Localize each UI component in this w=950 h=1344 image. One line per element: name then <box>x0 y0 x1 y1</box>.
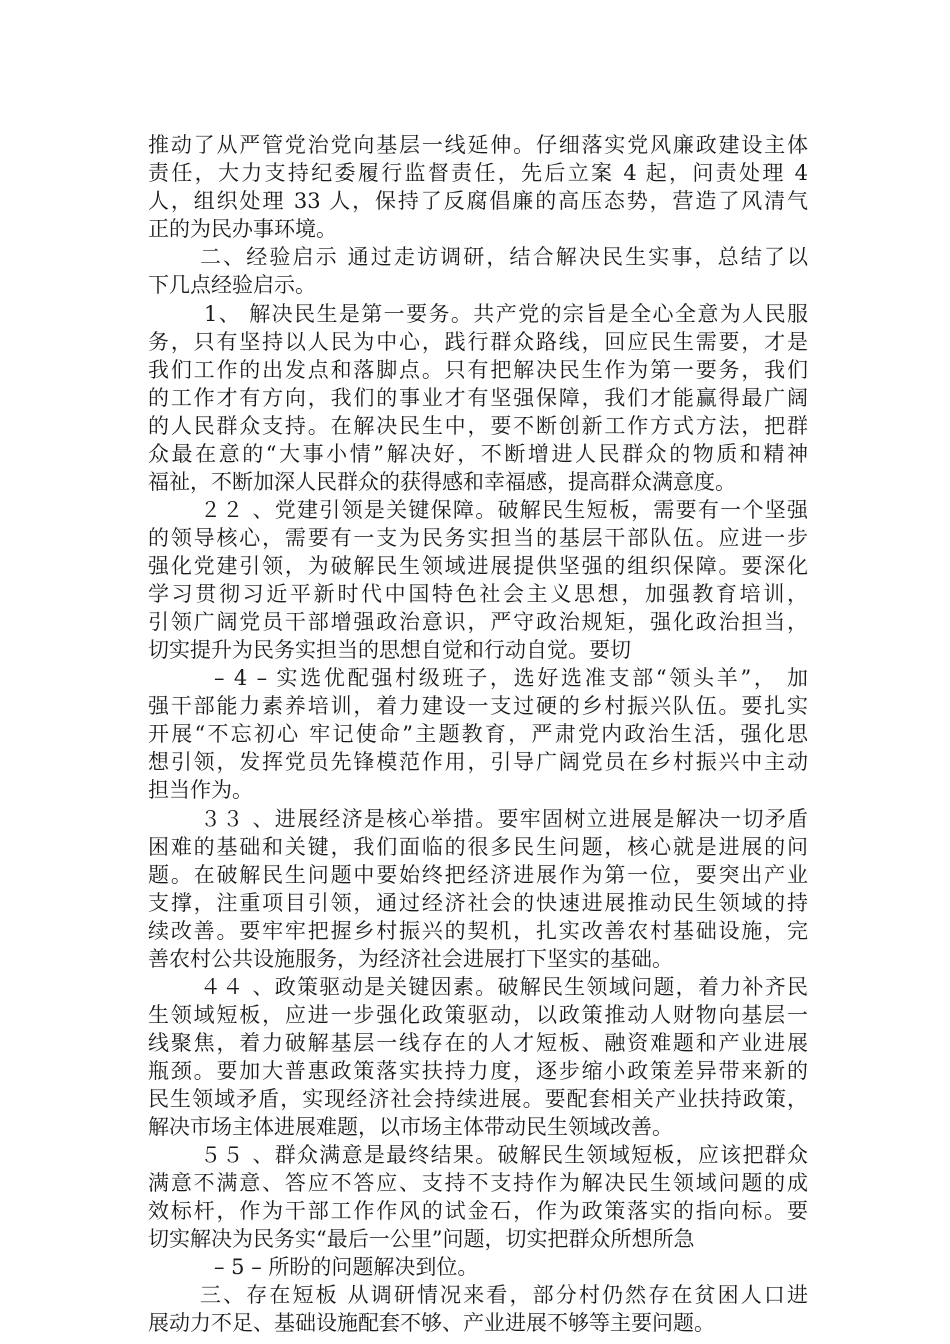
text-line: 人，组织处理 33 人，保持了反腐倡廉的高压态势，营造了风清气 <box>148 189 808 213</box>
text-line: 责任，大力支持纪委履行监督责任，先后立案 4 起，问责处理 4 <box>148 161 808 185</box>
paragraph-heading: 1、 解决民生是第一要务。共产党的宗旨是全心全意为人民服 <box>204 302 808 326</box>
text-line: 务，只有坚持以人民为中心，践行群众路线，回应民生需要，才是 <box>148 330 808 354</box>
text-line: 支撑，注重项目引领，通过经济社会的快速进展推动民生领域的持 <box>148 891 808 915</box>
text-line: 强干部能力素养培训，着力建设一支过硬的乡村振兴队伍。要扎实 <box>148 694 808 718</box>
text-line: 续改善。要牢牢把握乡村振兴的契机，扎实改善农村基础设施，完 <box>148 919 808 943</box>
text-line: 学习贯彻习近平新时代中国特色社会主义思想，加强教育培训， <box>148 582 808 606</box>
text-line: 线聚焦，着力破解基层一线存在的人才短板、融资难题和产业进展 <box>148 1031 808 1055</box>
text-line: 推动了从严管党治党向基层一线延伸。仔细落实党风廉政建设主体 <box>148 133 808 157</box>
text-line: 困难的基础和关键，我们面临的很多民生问题，核心就是进展的问 <box>148 835 808 859</box>
text-line: 生领域短板，应进一步强化政策驱动，以政策推动人财物向基层一 <box>148 1003 808 1027</box>
paragraph-heading: ５５ 、群众满意是最终结果。破解民生领域短板，应该把群众 <box>200 1143 808 1167</box>
text-line: 题。在破解民生问题中要始终把经济进展作为第一位，要突出产业 <box>148 863 808 887</box>
text-line: 善农村公共设施服务，为经济社会进展打下坚实的基础。 <box>148 947 673 971</box>
text-line: 福祉，不断加深人民群众的获得感和幸福感，提高群众满意度。 <box>148 470 736 494</box>
text-line: 开展“不忘初心 牢记使命”主题教育，严肃党内政治生活，强化思 <box>148 722 808 746</box>
text-line: 正的为民办事环境。 <box>148 217 337 241</box>
text-line: 强化党建引领，为破解民生领域进展提供坚强的组织保障。要深化 <box>148 554 808 578</box>
text-line: 切实解决为民务实“最后一公里”问题，切实把群众所想所急 <box>148 1227 695 1251</box>
section-heading: 三、存在短板 从调研情况来看，部分村仍然存在贫困人口进 <box>200 1283 808 1307</box>
text-line: 满意不满意、答应不答应、支持不支持作为解决民生领域问题的成 <box>148 1171 808 1195</box>
text-line: 瓶颈。要加大普惠政策落实扶持力度，逐步缩小政策差异带来新的 <box>148 1059 808 1083</box>
text-line: 民生领域矛盾，实现经济社会持续进展。要配套相关产业扶持政策， <box>148 1087 808 1111</box>
text-line: 的领导核心，需要有一支为民务实担当的基层干部队伍。应进一步 <box>148 526 808 550</box>
text-line: 引领广阔党员干部增强政治意识，严守政治规矩，强化政治担当， <box>148 610 808 634</box>
paragraph-heading: ３３ 、进展经济是核心举措。要牢固树立进展是解决一切矛盾 <box>200 807 808 831</box>
text-line: 切实提升为民务实担当的思想自觉和行动自觉。要切 <box>148 638 631 662</box>
paragraph-heading: ４４ 、政策驱动是关键因素。破解民生领域问题，着力补齐民 <box>200 975 808 999</box>
text-line: 效标杆，作为干部工作作风的试金石，作为政策落实的指向标。要 <box>148 1199 808 1223</box>
page-break-line: – 5 – 所盼的问题解决到位。 <box>214 1255 479 1279</box>
text-line: 的工作才有方向，我们的事业才有坚强保障，我们才能赢得最广阔 <box>148 386 808 410</box>
text-line: 想引领，发挥党员先锋模范作用，引导广阔党员在乡村振兴中主动 <box>148 750 808 774</box>
paragraph-heading: ２２ 、党建引领是关键保障。破解民生短板，需要有一个坚强 <box>200 498 808 522</box>
text-line: 展动力不足、基础设施配套不够、产业进展不够等主要问题。 <box>148 1311 715 1335</box>
text-line: 的人民群众支持。在解决民生中，要不断创新工作方式方法，把群 <box>148 414 808 438</box>
section-heading: 二、经验启示 通过走访调研，结合解决民生实事，总结了以 <box>200 245 808 269</box>
text-line: 我们工作的出发点和落脚点。只有把解决民生作为第一要务，我们 <box>148 358 808 382</box>
text-line: 众最在意的“大事小情”解决好，不断增进人民群众的物质和精神 <box>148 442 808 466</box>
page-break-line: – 4 – 实选优配强村级班子，选好选准支部“领头羊”， 加 <box>214 666 808 690</box>
text-line: 下几点经验启示。 <box>148 273 316 297</box>
text-line: 解决市场主体进展难题，以市场主体带动民生领域改善。 <box>148 1115 673 1139</box>
text-line: 担当作为。 <box>148 778 253 802</box>
